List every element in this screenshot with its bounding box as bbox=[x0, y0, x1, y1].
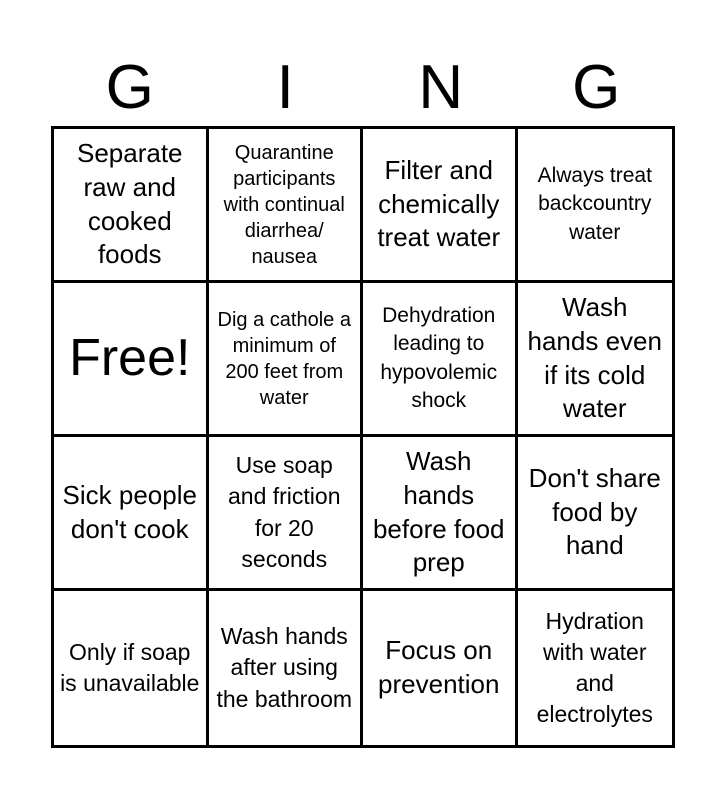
free-space-text: Free! bbox=[69, 328, 191, 387]
bingo-cell[interactable] bbox=[518, 437, 673, 591]
bingo-board bbox=[51, 126, 675, 748]
cell-text: Sick people don't cook bbox=[62, 479, 197, 544]
bingo-cell[interactable] bbox=[54, 129, 209, 283]
cell-text: Hydration with water and electrolytes bbox=[536, 607, 653, 728]
bingo-header bbox=[52, 52, 674, 124]
cell-text: Dig a cathole a minimum of 200 feet from water bbox=[217, 308, 351, 409]
bingo-cell[interactable] bbox=[209, 437, 364, 591]
bingo-cell[interactable] bbox=[363, 591, 518, 745]
cell-text: Wash hands even if its cold water bbox=[527, 291, 662, 424]
bingo-cell[interactable] bbox=[54, 591, 209, 745]
cell-text: Separate raw and cooked foods bbox=[76, 137, 183, 270]
bingo-cell[interactable] bbox=[363, 129, 518, 283]
bingo-cell[interactable] bbox=[209, 129, 364, 283]
cell-text: Filter and chemically treat water bbox=[377, 154, 501, 253]
header-letter: N bbox=[418, 53, 464, 122]
bingo-cell[interactable] bbox=[54, 437, 209, 591]
header-letter: G bbox=[572, 53, 621, 122]
cell-text: Use soap and friction for 20 seconds bbox=[227, 452, 341, 572]
header-letter: I bbox=[276, 53, 294, 122]
cell-text: Don't share food by hand bbox=[528, 462, 661, 561]
bingo-cell[interactable] bbox=[518, 129, 673, 283]
header-letter: G bbox=[105, 53, 154, 122]
bingo-cell[interactable] bbox=[518, 591, 673, 745]
bingo-cell[interactable] bbox=[209, 591, 364, 745]
cell-text: Always treat backcountry water bbox=[537, 163, 652, 244]
bingo-cell[interactable] bbox=[363, 437, 518, 591]
cell-text: Focus on prevention bbox=[378, 635, 500, 699]
cell-text: Wash hands after using the bathroom bbox=[216, 623, 353, 712]
cell-text: Dehydration leading to hypovolemic shock bbox=[380, 303, 498, 412]
free-space-cell[interactable] bbox=[54, 283, 209, 437]
bingo-cell[interactable] bbox=[209, 283, 364, 437]
bingo-cell[interactable] bbox=[363, 283, 518, 437]
cell-text: Wash hands before food prep bbox=[372, 445, 505, 578]
cell-text: Only if soap is unavailable bbox=[60, 638, 200, 696]
cell-text: Quarantine participants with continual diarrhea/ nausea bbox=[223, 141, 345, 268]
bingo-cell[interactable] bbox=[518, 283, 673, 437]
